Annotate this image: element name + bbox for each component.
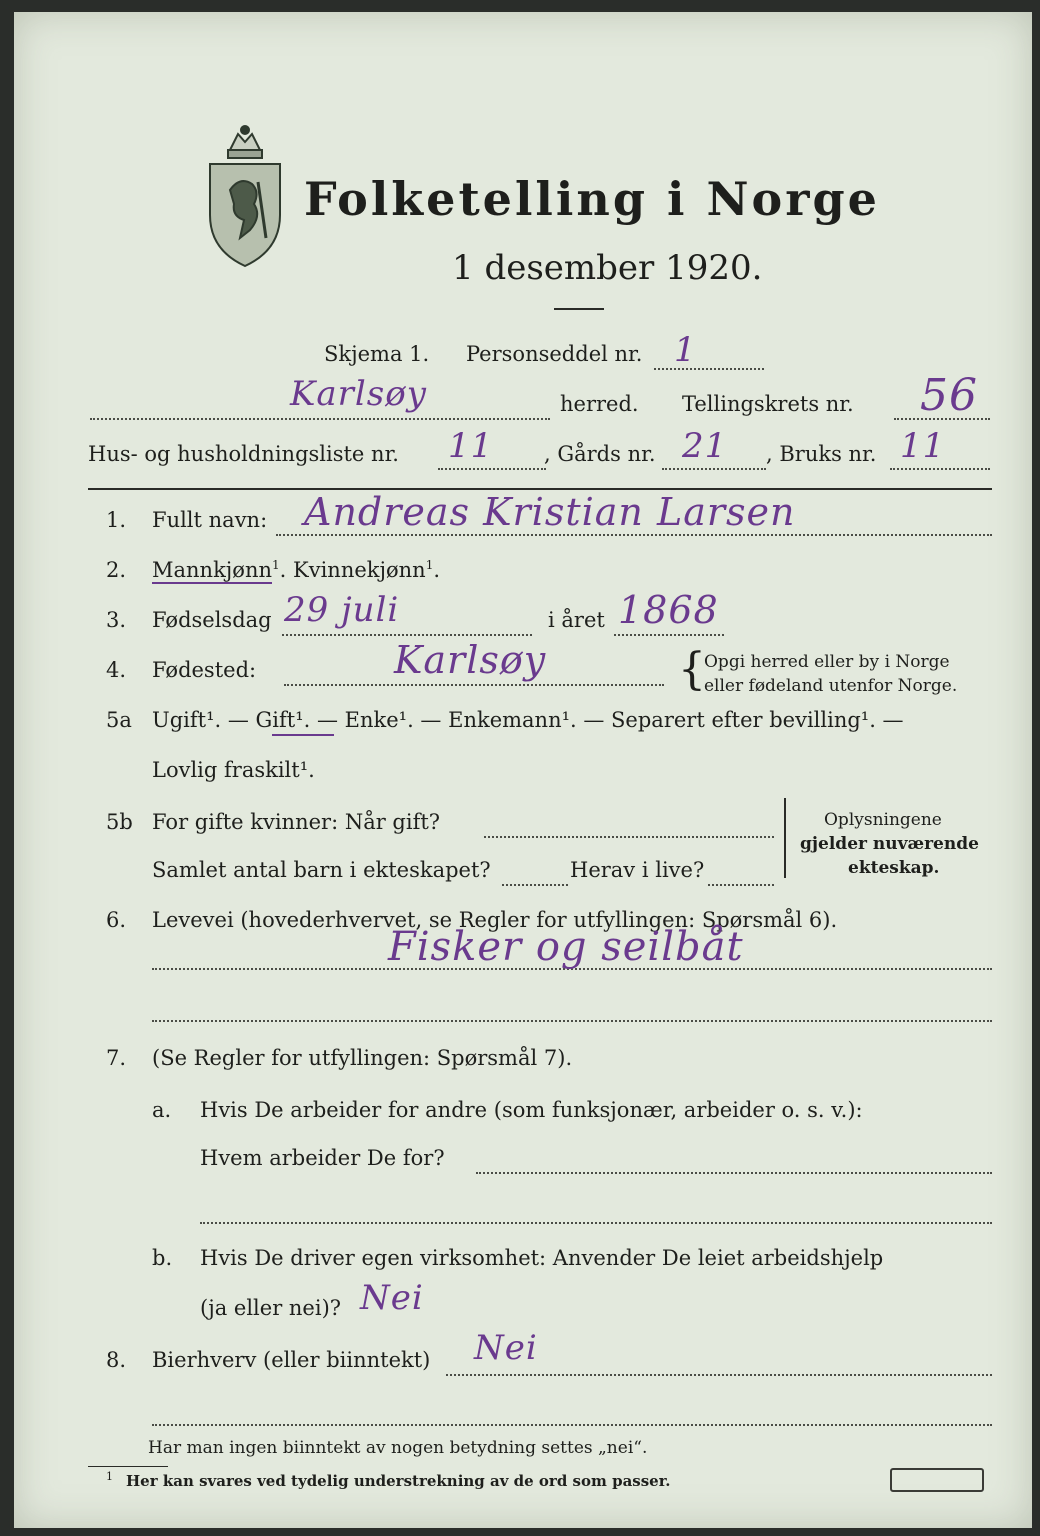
gards-value[interactable]: 21 [682,426,728,466]
married-when-line [484,836,774,838]
q7a-text: Hvis De arbeider for andre (som funksjonær, arbeider o. s. v.): [200,1098,863,1122]
bruks-label: , Bruks nr. [766,442,877,466]
personseddel-line [654,368,764,370]
q1-line [276,534,992,536]
birthplace-note-line2: eller fødeland utenfor Norge. [704,676,958,696]
husholdning-label: Hus- og husholdningsliste nr. [88,442,399,466]
census-form-sheet [14,12,1032,1528]
side-income-note: Har man ingen biinntekt av nogen betydning settes „nei“. [148,1438,648,1458]
printer-stamp [890,1468,984,1492]
q5b-note-line2: gjelder nuværende [800,834,979,854]
gender-male-dot: . [279,558,287,582]
employer-line-2 [200,1222,992,1224]
herred-line [90,418,550,420]
gards-line [662,468,766,470]
q5b-note-bracket [784,798,786,878]
q6-label: Levevei (hovederhvervet, se Regler for utfyllingen: Spørsmål 6). [152,908,838,932]
q5b-number: 5b [106,810,133,834]
personseddel-label: Personseddel nr. [466,342,643,366]
q7a-letter: a. [152,1098,172,1122]
birthplace-value[interactable]: Karlsøy [394,638,547,682]
q5a-number: 5a [106,708,132,732]
gender-female[interactable]: Kvinnekjønn [293,558,426,582]
footnote-mark: 1 [106,1470,113,1483]
title-divider [554,308,604,310]
footnote-divider [88,1466,168,1467]
occupation-line-2 [152,1020,992,1022]
husholdning-value[interactable]: 11 [448,426,494,466]
side-income-value[interactable]: Nei [474,1328,538,1368]
tellingskrets-label: Tellingskrets nr. [682,392,854,416]
husholdning-line [438,468,546,470]
q1-number: 1. [106,508,127,532]
herred-label: herred. [560,392,639,416]
employer-line [476,1172,992,1174]
bruks-line [890,468,990,470]
tellingskrets-value[interactable]: 56 [920,370,978,421]
marital-options-line2: Lovlig fraskilt¹. [152,758,315,782]
q8-label: Bierhverv (eller biinntekt) [152,1348,431,1372]
children-alive-line [708,884,774,886]
married-when-label: For gifte kvinner: Når gift? [152,810,441,834]
children-total-line [502,884,568,886]
q3-number: 3. [106,608,127,632]
birthday-line [282,634,532,636]
birth-year-value[interactable]: 1868 [618,588,719,632]
gender-female-dot: . [433,558,441,582]
children-alive-label: Herav i live? [570,858,705,882]
q8-number: 8. [106,1348,127,1372]
birthplace-note-brace: { [678,644,706,695]
q5b-note-line3: ekteskap. [848,858,940,878]
gender-male-sup: 1 [272,558,280,572]
gender-female-sup: 1 [425,558,434,572]
full-name-value[interactable]: Andreas Kristian Larsen [304,490,796,534]
marital-options-line1: Ugift¹. — Gift¹. — Enke¹. — Enkemann¹. — Separert efter bevilling¹. — [152,708,904,732]
gift-underline [272,734,334,736]
skjema-label: Skjema 1. [324,342,430,366]
footnote-text: Her kan svares ved tydelig understrekning av de ord som passer. [126,1472,671,1490]
q3-label: Fødselsdag [152,608,272,632]
q2-number: 2. [106,558,127,582]
page-title: Folketelling i Norge [304,172,880,226]
q1-label: Fullt navn: [152,508,268,532]
gards-label: , Gårds nr. [544,442,656,466]
census-date: 1 desember 1920. [452,248,763,288]
birthplace-note-line1: Opgi herred eller by i Norge [704,652,950,672]
q7a-question: Hvem arbeider De for? [200,1146,445,1170]
gender-options [152,558,440,582]
birthday-value[interactable]: 29 juli [284,590,400,630]
side-income-line-2 [152,1424,992,1426]
birthplace-line [284,684,664,686]
q4-number: 4. [106,658,127,682]
coat-of-arms-icon [200,120,290,270]
q5b-note-line1: Oplysningene [824,810,942,830]
q7b-question: (ja eller nei)? [200,1296,342,1320]
side-income-line [446,1374,992,1376]
herred-value[interactable]: Karlsøy [290,374,427,414]
q7-label: (Se Regler for utfyllingen: Spørsmål 7). [152,1046,573,1070]
q7b-letter: b. [152,1246,173,1270]
q7b-text: Hvis De driver egen virksomhet: Anvender De leiet arbeidshjelp [200,1246,884,1270]
q6-number: 6. [106,908,127,932]
personseddel-value[interactable]: 1 [674,330,697,370]
bruks-value[interactable]: 11 [900,426,946,466]
occupation-value[interactable]: Fisker og seilbåt [388,924,744,970]
q4-label: Fødested: [152,658,257,682]
year-label: i året [548,608,605,632]
children-total-label: Samlet antal barn i ekteskapet? [152,858,491,882]
year-line [614,634,724,636]
hired-help-value[interactable]: Nei [360,1278,424,1318]
gender-male[interactable]: Mannkjønn [152,558,273,582]
q7-number: 7. [106,1046,127,1070]
